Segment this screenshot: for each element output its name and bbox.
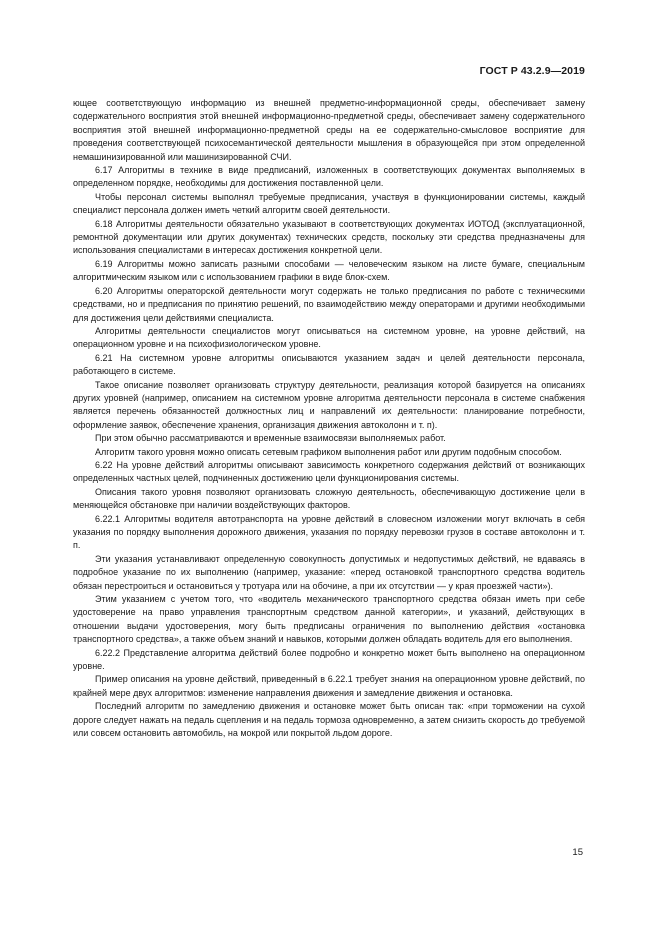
paragraph: Этим указанием с учетом того, что «водитель механического транспортного средства обязан иметь при себе удостоверение на право управления транспортным средством данной категории», и указаний, действующих в отношении выдачи удостоверения, могу быть предписаны ограничения по выполнению действия «остановка транспортного средства», а также объем знаний и навыков, которыми должен обладать водитель для его выполнения.	[73, 594, 585, 645]
paragraph: 6.17 Алгоритмы в технике в виде предписаний, изложенных в соответствующих документах выполняемых в определенном порядке, необходимы для достижения поставленной цели.	[73, 165, 585, 189]
paragraph: При этом обычно рассматриваются и временные взаимосвязи выполняемых работ.	[95, 433, 446, 444]
paragraph: Чтобы персонал системы выполнял требуемые предписания, участвуя в функционировании системы, каждый специалист персонала должен иметь четкий алгоритм своей деятельности.	[73, 191, 585, 216]
paragraph: 6.18 Алгоритмы деятельности обязательно указывают в соответствующих документах ИОТОД (эксплуатационной, ремонтной документации или других документах) технических средств, поскольку эти средства предназначены для использования специалистами в интересах достижения конкретной цели.	[73, 218, 585, 256]
paragraph: 6.21 На системном уровне алгоритмы описываются указанием задач и целей деятельности персонала, работающего в системе.	[73, 352, 585, 377]
paragraph: Алгоритм такого уровня можно описать сетевым графиком выполнения работ или другим подобным способом.	[95, 446, 562, 457]
paragraph: Такое описание позволяет организовать структуру деятельности, реализация которой базируется на описаниях других уровней (например, описанием на системном уровне алгоритма деятельности персонала в системе снабжения является перечень обязанностей должностных лиц и направлений их деятельности: планирование потребности, оформление заявок, обеспечение хранения, организация движения автоколонн и т. п).	[73, 379, 585, 430]
body-text	[73, 97, 585, 741]
paragraph: Описания такого уровня позволяют организовать сложную деятельность, обеспечивающую достижение цели в меняющейся обстановке при наличии воздействующих факторов.	[73, 486, 585, 511]
paragraph: 6.20 Алгоритмы операторской деятельности могут содержать не только предписания по работе с техническими средствами, но и предписания по принятию решений, по взаимодействию между операторами и другими необходимыми для достижения цели действиями специалиста.	[73, 285, 585, 323]
standard-code-header: ГОСТ Р 43.2.9—2019	[479, 65, 585, 77]
paragraph: 6.22.1 Алгоритмы водителя автотранспорта на уровне действий в словесном изложении могут включать в себя указания по порядку выполнения дорожного движения, указания по порядку перевозки грузов в составе автоколонн и т. п.	[73, 513, 585, 551]
page-number: 15	[572, 847, 583, 858]
paragraph: Алгоритмы деятельности специалистов могут описываться на системном уровне, на уровне действий, на операционном уровне и на психофизиологическом уровне.	[73, 325, 585, 350]
paragraph: Эти указания устанавливают определенную совокупность допустимых и недопустимых действий, не вдаваясь в подробное указание по их выполнению (например, указание: «перед остановкой транспортного средства водитель обязан перестроиться и остановиться у тротуара или на обочине, а при их отсутствии — у края проезжей части»).	[73, 553, 585, 591]
paragraph: Пример описания на уровне действий, приведенный в 6.22.1 требует знания на операционном уровне действий, по крайней мере двух алгоритмов: изменение направления движения и замедление движения и остановка.	[73, 674, 585, 698]
paragraph: 6.22.2 Представление алгоритма действий более подробно и конкретно может быть выполнено на операционном уровне.	[73, 647, 585, 672]
paragraph: 6.19 Алгоритмы можно записать разными способами — человеческим языком на листе бумаге, специальным алгоритмическим языком или с использованием графики в виде блок-схем.	[73, 258, 585, 283]
paragraph: ющее соответствующую информацию из внешней предметно-информационной среды, обеспечивает замену содержательного восприятия этой внешней информационно-предметной среды, обеспечивает замену содержательного восприятия этой внешней информационно-предметной среды на ее содержательно-смысловое восприятие для проведения соответствующей психосемантической деятельности мышления в образующейся при этом определенной немашинизированной или машинизированной СЧИ.	[73, 98, 585, 162]
paragraph: 6.22 На уровне действий алгоритмы описывают зависимость конкретного содержания действий от возникающих определенных частных целей, подчиненных достижению цели функционирования системы.	[73, 459, 585, 484]
paragraph: Последний алгоритм по замедлению движения и остановке может быть описан так: «при торможении на сухой дороге следует нажать на педаль сцепления и на педаль тормоза одновременно, а затем снизить скорость до требуемой или совсем остановить автомобиль, на мокрой или покрытой льдом дороге.	[73, 701, 585, 739]
